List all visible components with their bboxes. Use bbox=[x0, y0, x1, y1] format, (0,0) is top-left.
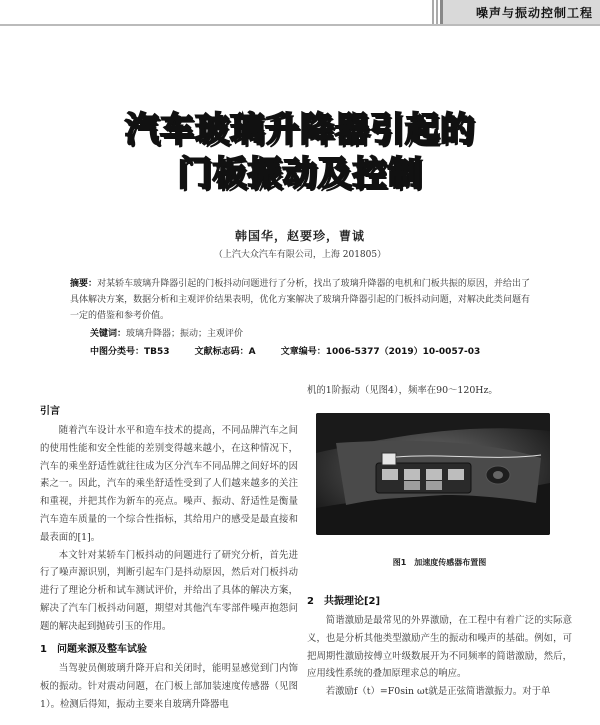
intro-paragraph-1: 随着汽车设计水平和造车技术的提高，不同品牌汽车之间的使用性能和安全性能的差别变得越来越小，在这种情况下，汽车的乘坐舒适性就往往成为区分汽车不同品牌之间好坏的因素之一。因此，汽车的乘坐舒适性受到了人们越来越多的关注和重视，并把其作为新车的亮点。噪声、振动、舒适性是衡量汽车造车质量的一个综合性指标，其给用户的感受是最直接和最表面的[1]。 bbox=[40, 425, 298, 543]
header-decoration bbox=[432, 0, 440, 24]
keywords bbox=[90, 326, 243, 339]
keywords-text: 玻璃升降器；振动；主观评价 bbox=[126, 329, 244, 339]
right-column-continuation bbox=[307, 382, 572, 400]
section-header-title: 噪声与振动控制工程 bbox=[475, 6, 593, 20]
section-1-body bbox=[40, 660, 298, 713]
clc-number: 中图分类号：TB53 bbox=[90, 347, 170, 357]
classification-line bbox=[90, 344, 502, 357]
article-number: 文章编号：1006-5377（2019）10-0057-03 bbox=[280, 347, 481, 357]
figure-1-caption: 图1 加速度传感器布置图 bbox=[392, 558, 487, 567]
document-code: 文献标志码：A bbox=[194, 347, 256, 357]
right-continuation-text: 机的1阶振动（见图4），频率在90～120Hz。 bbox=[307, 385, 498, 396]
door-panel-photo-icon bbox=[316, 413, 550, 535]
abstract-text: 对某轿车玻璃升降器引起的门板抖动问题进行了分析，找出了玻璃升降器的电机和门板共振的原因，并给出了具体解决方案，数据分析和主观评价结果表明，优化方案解决了玻璃升降器引起的门板抖动问题，对解决此类问题有一定的借鉴和参考价值。 bbox=[70, 279, 530, 321]
section-header-band bbox=[440, 0, 600, 24]
keywords-label: 关键词： bbox=[90, 329, 127, 339]
abstract-label: 摘要： bbox=[70, 279, 98, 289]
authors: 韩国华，赵要珍，曹诚 bbox=[234, 229, 365, 243]
section-2-paragraph-1: 简谐激励是最常见的外界激励，在工程中有着广泛的实际意义，也是分析其他类型激励产生的振动和噪声的基础。例如，可把周期性激励按傅立叶级数展开为不同频率的简谐激励，然后，应用线性系统的叠加原理求总的响应。 bbox=[307, 615, 572, 680]
intro-paragraph-2: 本文针对某轿车门板抖动的问题进行了研究分析，首先进行了噪声源识别，判断引起车门是抖动原因，然后对门板抖动进行了理论分析和试车测试评价，并给出了具体的解决方案，解决了汽车门板抖动问题，期望对其他汽车零部件噪声抱怨问题的解决起到抛砖引玉的作用。 bbox=[40, 549, 298, 632]
right-column bbox=[307, 612, 572, 701]
article-title-line-2: 门板振动及控制 bbox=[177, 154, 423, 194]
affiliation: （上汽大众汽车有限公司，上海 201805） bbox=[213, 250, 387, 260]
figure-1-photo bbox=[316, 413, 550, 535]
section-1-paragraph: 当驾驶员侧玻璃升降开启和关闭时，能明显感觉到门内饰板的振动。针对震动问题，在门板上部加装速度传感器（见图1）。检测后得知，振动主要来自玻璃升降器电 bbox=[40, 663, 298, 710]
intro-heading: 引言 bbox=[40, 406, 60, 417]
article-title-line-1: 汽车玻璃升降器引起的 bbox=[125, 110, 475, 150]
header-rule bbox=[0, 24, 600, 26]
abstract bbox=[70, 276, 530, 324]
section-2-paragraph-2: 若激励f（t）=F0sin ωt就是正弦简谐激振力。对于单 bbox=[325, 686, 551, 698]
section-1-heading: 1 问题来源及整车试验 bbox=[40, 644, 147, 655]
left-column bbox=[40, 422, 298, 636]
section-2-heading: 2 共振理论[2] bbox=[307, 596, 381, 607]
